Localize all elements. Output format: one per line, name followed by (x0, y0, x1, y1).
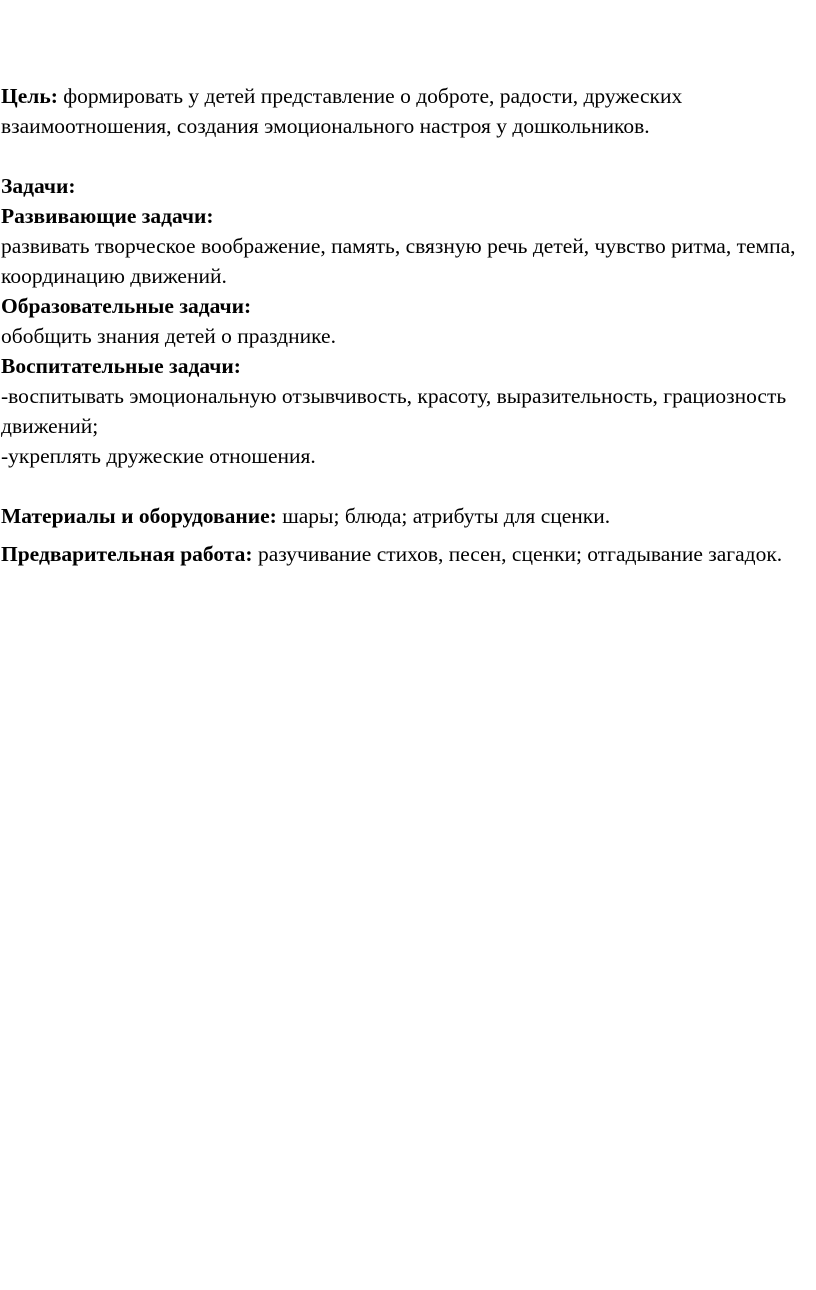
educational-tasks-label: Образовательные задачи: (1, 294, 252, 318)
developing-tasks-text: развивать творческое воображение, память, связную речь детей, чувство ритма, темпа, координацию движений. (1, 234, 796, 288)
upbringing-task-item: -укреплять дружеские отношения. (1, 444, 316, 468)
goal-paragraph (1, 81, 811, 141)
tasks-title: Задачи: (1, 174, 76, 198)
materials-label: Материалы и оборудование: (1, 504, 277, 528)
spacer (1, 141, 811, 171)
upbringing-task-item: -воспитывать эмоциональную отзывчивость, красоту, выразительность, грациозность движений; (1, 384, 787, 438)
document-content (1, 81, 811, 569)
goal-text: формировать у детей представление о доброте, радости, дружеских взаимоотношения, создания эмоционального настроя у дошкольников. (1, 84, 683, 138)
preliminary-paragraph (1, 539, 811, 569)
preliminary-label: Предварительная работа: (1, 542, 253, 566)
spacer (1, 531, 811, 539)
preliminary-text: разучивание стихов, песен, сценки; отгадывание загадок. (252, 542, 783, 566)
materials-text: шары; блюда; атрибуты для сценки. (276, 504, 611, 528)
educational-tasks-text: обобщить знания детей о празднике. (1, 324, 336, 348)
upbringing-tasks-label: Воспитательные задачи: (1, 354, 241, 378)
developing-tasks-label: Развивающие задачи: (1, 204, 214, 228)
materials-paragraph (1, 501, 811, 531)
spacer (1, 471, 811, 501)
goal-label: Цель: (1, 84, 58, 108)
